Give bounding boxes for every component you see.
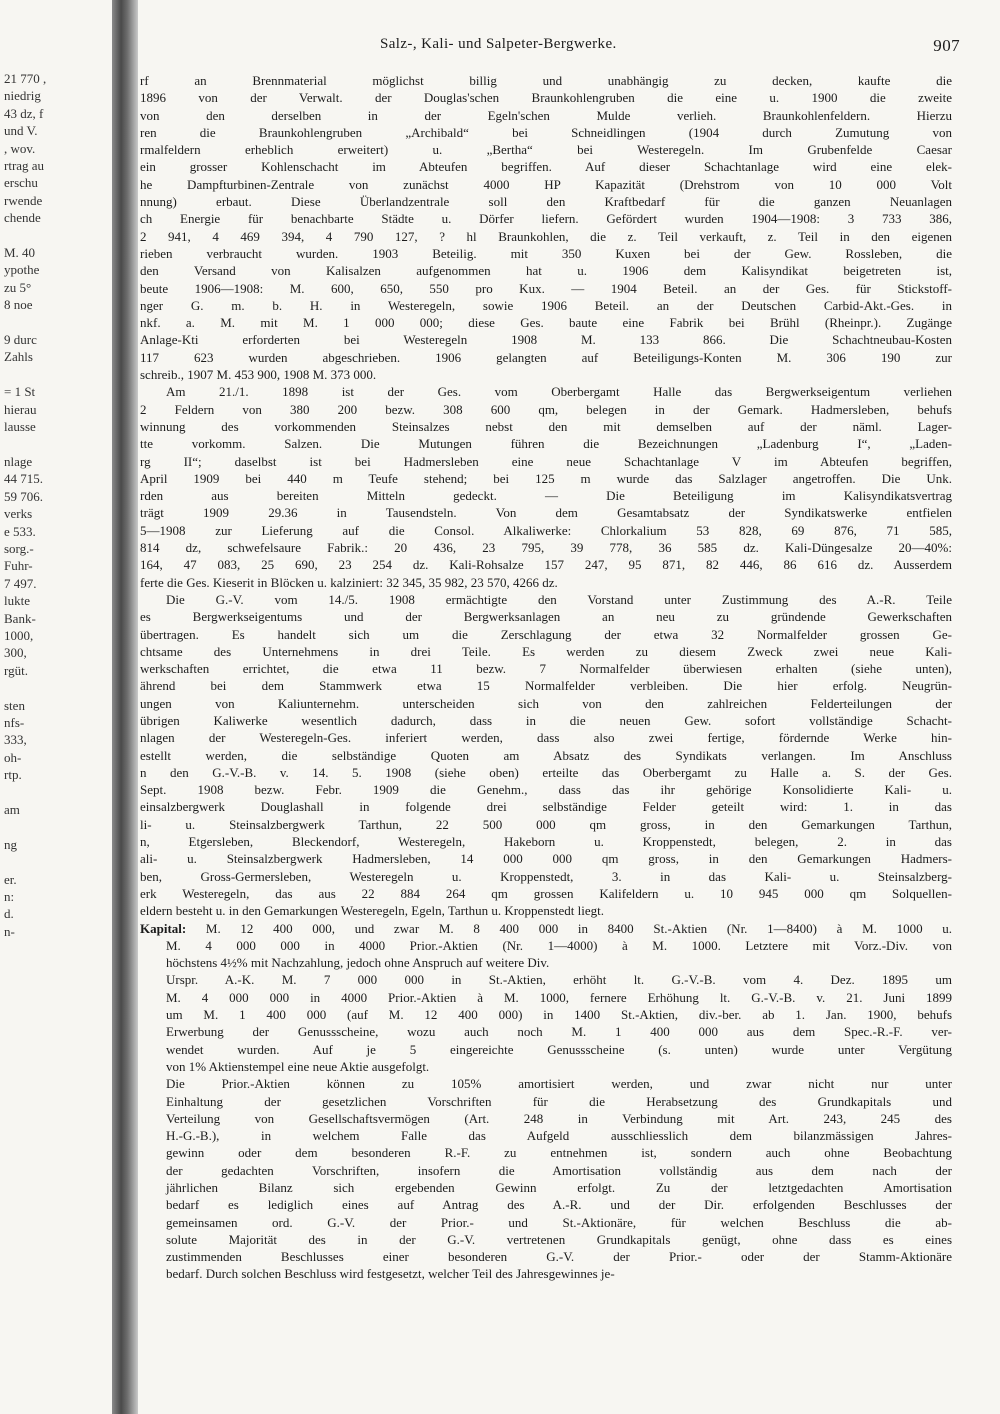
text-line: nkf. a. M. mit M. 1 000 000; diese Ges. baute eine Fabrik bei Brühl (Rheinpr.). Zugänge [140, 315, 952, 331]
paragraph [140, 920, 952, 972]
text-line: ein grosser Kohlenschacht im Abteufen begriffen. Auf dieser Schachtanlage wird eine elek- [140, 159, 952, 175]
text-line: Sept. 1908 bezw. Febr. 1909 die Genehm., dass das ihr gehörige Konsolidierte Kali- u. [140, 782, 952, 798]
text-line: erk Westeregeln, das aus 22 884 264 qm grossen Kalifeldern u. 10 945 000 qm Solquellen- [140, 885, 952, 901]
fragment-line: 43 dz, f [4, 105, 44, 121]
fragment-line: 1000, [4, 627, 34, 643]
fragment-line: rtp. [4, 767, 22, 783]
text-line: gemeinsamen ord. G.-V. der Prior.- und St.-Aktionäre, für welchen Beschluss die ab- [166, 1214, 952, 1230]
fragment-line: 7 497. [4, 575, 37, 591]
text-line: 1896 von der Verwalt. der Douglas'schen Braunkohlengruben die eine u. 1900 die zweite [140, 90, 952, 106]
text-line: ferte die Ges. Kieserit in Blöcken u. kalziniert: 32 345, 35 982, 23 570, 4266 dz. [140, 574, 558, 590]
fragment-line: , wov. [4, 140, 36, 156]
text-line: estellt werden, die selbständige Quoten am Absatz des Syndikats verlangen. Im Anschluss [140, 747, 952, 763]
text-line: bedarf es lediglich eines auf Antrag des A.-R. und der Dir. erfolgenden Beschlusses der [166, 1197, 952, 1213]
text-line: rden aus bereiten Mitteln gedeckt. — Die Beteiligung im Kalisyndikatsvertrag [140, 488, 952, 504]
text-line: gewinn oder dem besonderen R.-F. zu entnehmen ist, sondern auch ohne Beobachtung [166, 1145, 952, 1161]
text-line: 164, 47 083, 25 690, 23 254 dz. Kali-Rohsalze 157 247, 95 871, 82 446, 86 616 dz. Ausserdem [140, 557, 952, 573]
text-line: solute Majorität des in der G.-V. vertretenen Grundkapitals genügt, ohne dass es eines [166, 1231, 952, 1247]
text-line: M. 4 000 000 in 4000 Prior.-Aktien (Nr. 1—4000) à M. 1000. Letztere mit Vorz.-Div. von [166, 937, 952, 953]
text-line: M. 4 000 000 in 4000 Prior.-Aktien à M. 1000, fernere Erhöhung lt. G.-V.-B. v. 21. Juni 1899 [166, 989, 952, 1005]
text-line: jährlichen Bilanz sich ergebenden Gewinn erfolgt. Zu der letztgedachten Amortisation [166, 1180, 952, 1195]
text-line: n den G.-V.-B. v. 14. 5. 1908 (siehe oben) erteilte das Oberbergamt zu Halle a. S. der Ges. [140, 764, 952, 780]
fragment-line: 9 durc [4, 332, 37, 348]
fragment-line: er. [4, 871, 17, 887]
text-line: 117 623 wurden abgeschrieben. 1906 gelangten auf Beteiligungs-Konten M. 306 190 zur [140, 349, 952, 365]
text-line: ali- u. Steinsalzbergwerk Hadmersleben, 14 000 000 qm gross, in den Gemarkungen Hadmers- [140, 851, 952, 867]
book-spine [112, 0, 138, 1414]
text-line: winnung des vorkommenden Steinsalzes nebst den mit demselben auf der näml. Lager- [140, 418, 952, 434]
text-line-content: M. 12 400 000, und zwar M. 8 400 000 in 8400 St.-Aktien (Nr. 1—8400) à M. 1000 u. [205, 920, 952, 936]
text-line: schreib., 1907 M. 453 900, 1908 M. 373 000. [140, 367, 377, 383]
fragment-line [4, 784, 108, 801]
text-line: H.-G.-B.), in welchem Falle das Aufgeld ausschliesslich dem bilanzmässigen Jahres- [166, 1128, 952, 1144]
main-text-column [140, 72, 952, 1283]
fragment-line [4, 227, 108, 244]
text-line [140, 920, 952, 937]
fragment-line: ypothe [4, 262, 40, 278]
fragment-line: Zahls [4, 349, 33, 365]
fragment-line: 300, [4, 645, 27, 661]
text-line: der gedachten Vorschriften, insofern die Amortisation vollständig aus dem nach der [166, 1162, 952, 1178]
fragment-line: am [4, 801, 20, 817]
text-line: Verteilung von Gesellschaftsvermögen (Art. 248 in Verbindung mit Art. 243, 245 des [166, 1110, 952, 1126]
fragment-line: 21 770 , [4, 71, 47, 86]
fragment-line: oh- [4, 749, 22, 765]
text-line: he Dampfturbinen-Zentrale von zunächst 4000 HP Kapazität (Drehstrom von 10 000 Volt [140, 176, 952, 192]
fragment-line: rwende [4, 192, 43, 208]
text-line: 2 941, 4 469 394, 4 790 127, ? hl Braunkohlen, die z. Teil verkauft, z. Teil in den eigenen [140, 228, 952, 244]
text-line: chtsame des Unternehmens in drei Teile. Es werden zu diesem Zweck zwei neue Kali- [140, 643, 952, 659]
text-line: li- u. Steinsalzbergwerk Tarthun, 22 500 000 qm gross, in den Gemarkungen Tarthun, [140, 816, 952, 832]
fragment-line: zu 5° [4, 279, 32, 295]
text-line: werkschaften errichtet, die etwa 11 bezw. 7 Normalfelder überwiesen erhalten (siehe unten), [140, 661, 952, 677]
text-line: nnung) erbaut. Diese Überlandzentrale soll den Kraftbedarf für die ganzen Neuanlagen [140, 194, 952, 210]
fragment-line: und V. [4, 123, 38, 139]
text-line: 2 Feldern von 380 200 bezw. 308 600 qm, belegen in der Gemark. Hadmersleben, behufs [140, 401, 952, 417]
text-line: Erwerbung der Genussscheine, wozu auch noch M. 1 400 000 aus dem Spec.-R.-F. ver- [166, 1024, 952, 1040]
text-line: 5—1908 zur Lieferung auf die Consol. Alkaliwerke: Chlorkalium 53 828, 69 876, 71 585, [140, 522, 952, 538]
fragment-line: rtrag au [4, 158, 45, 174]
text-line: ungen von Kaliunternehm. unterscheiden sich von den zahlreichen Felderteilungen der [140, 695, 952, 711]
fragment-line [4, 435, 108, 452]
fragment-line: sorg.- [4, 540, 34, 556]
fragment-line: erschu [4, 175, 38, 191]
text-line: beute 1906—1908: M. 600, 650, 550 pro Kux. — 1904 Beteil. an der Ges. für Stickstoff- [140, 280, 952, 296]
fragment-line: Bank- [4, 610, 36, 626]
text-line: nger G. m. b. H. in Westeregeln, sowie 1906 Beteil. an der Deutschen Carbid-Akt.-Ges. in [140, 297, 952, 313]
text-line: wendet wurden. Auf je 5 eingereichte Genussscheine (s. unten) wurde unter Vergütung [166, 1041, 952, 1057]
fragment-line: ng [4, 836, 17, 852]
text-line: ben, Gross-Germersleben, Westeregeln u. Kroppenstedt, 3. in das Kali- u. Steinsalzberg- [140, 868, 952, 884]
text-line: zustimmenden Beschlusses einer besonderen G.-V. der Prior.- oder der Stamm-Aktionäre [166, 1249, 952, 1265]
fragment-line: e 533. [4, 523, 36, 539]
text-line: um M. 1 400 000 (auf M. 12 400 000) in 1400 St.-Aktien, div.-ber. ab 1. Jan. 1900, behufs [166, 1007, 952, 1023]
text-line: es Bergwerkseigentums und der Bergwerksanlagen an neu zu gründende Gewerkschaften [140, 609, 952, 625]
fragment-line: chende [4, 210, 41, 226]
text-line: Urspr. A.-K. M. 7 000 000 in St.-Aktien, erhöht lt. G.-V.-B. vom 4. Dez. 1895 um [166, 972, 952, 988]
fragment-line: nlage [4, 453, 33, 469]
fragment-line: = 1 St [4, 384, 36, 400]
fragment-line: 59 706. [4, 488, 43, 504]
fragment-line [4, 679, 108, 696]
fragment-line: 333, [4, 732, 27, 748]
text-line: einsalzbergwerk Douglashall in folgende drei selbständige Felder geteilt wird: 1. in das [140, 799, 952, 815]
text-line: den Versand von Kalisalzen aufgenommen hat u. 1906 dem Kalisyndikat beigetreten ist, [140, 263, 952, 279]
text-line: von den derselben in der Egeln'schen Mulde verlieh. Braunkohlenfeldern. Hierzu [140, 107, 952, 123]
text-line: Anlage-Kti erforderten bei Westeregeln 1908 M. 133 866. Die Schachtneubau-Kosten [140, 332, 952, 348]
adjacent-page-fragment [4, 70, 108, 940]
text-line: ch Energie für benachbarte Städte u. Dörfer liefern. Gefördert wurden 1904—1908: 3 733 386, [140, 211, 952, 227]
fragment-line: sten [4, 697, 25, 713]
fragment-line [4, 853, 108, 870]
paragraph [140, 1075, 952, 1283]
paragraph [140, 72, 952, 383]
text-line: ren die Braunkohlengruben „Archibald“ bei Schneidlingen (1904 durch Zumutung von [140, 124, 952, 140]
fragment-line: M. 40 [4, 245, 36, 261]
paragraph [140, 383, 952, 591]
fragment-line: rgüt. [4, 662, 28, 678]
fragment-line: d. [4, 906, 14, 922]
text-line: eldern besteht u. in den Gemarkungen Westeregeln, Egeln, Tarthun u. Kroppenstedt liegt. [140, 903, 604, 919]
text-line: höchstens 4½% mit Nachzahlung, jedoch ohne Anspruch auf weitere Div. [166, 955, 550, 971]
text-line: n, Etgersleben, Bleckendorf, Westeregeln, Hakeborn u. Kroppenstedt, belegen, 2. in das [140, 834, 952, 850]
fragment-line [4, 818, 108, 835]
text-line: rg II“; daselbst ist bei Hadmersleben eine neue Schachtanlage V im Abteufen begriffen, [140, 453, 952, 469]
fragment-line: 8 noe [4, 297, 33, 313]
text-line: tte vorkomm. Salzen. Die Mutungen führen die Bezeichnungen „Ladenburg I“, „Laden- [140, 436, 952, 452]
text-line: bedarf. Durch solchen Beschluss wird festgesetzt, welcher Teil des Jahresgewinnes je- [166, 1266, 615, 1282]
text-line: April 1909 bei 440 m Teufe stehend; bei 125 m wurde das Salzlager angetroffen. Die Unk. [140, 470, 952, 486]
text-line: von 1% Aktienstempel eine neue Aktie ausgefolgt. [166, 1058, 430, 1074]
fragment-line: n- [4, 923, 15, 939]
fragment-line: Fuhr- [4, 558, 33, 574]
section-label: Kapital: [140, 920, 206, 936]
text-line: 814 dz, schwefelsaure Fabrik.: 20 436, 23 795, 39 778, 36 585 dz. Kali-Düngesalze 20—40%: [140, 540, 952, 556]
fragment-line: lukte [4, 593, 30, 609]
text-line: rmalfeldern erheblich erweitert) u. „Bertha“ bei Westeregeln. Im Grubenfelde Caesar [140, 142, 952, 158]
fragment-line: verks [4, 506, 33, 522]
text-line: Am 21./1. 1898 ist der Ges. vom Oberbergamt Halle das Bergwerkseigentum verliehen [166, 384, 952, 400]
page-number: 907 [933, 36, 960, 55]
fragment-line: hierau [4, 401, 37, 417]
text-line: rieben verbraucht wurden. 1903 Beteilig. mit 350 Kuxen bei der Gew. Rossleben, die [140, 245, 952, 261]
fragment-line [4, 366, 108, 383]
text-line: übrigen Kaliwerke wesentlich dadurch, dass in die neuen Gew. sofort vollständige Schacht- [140, 712, 952, 728]
text-line: trägt 1909 29.36 in Tausendsteln. Von dem Gesamtabsatz der Syndikatswerke entfielen [140, 505, 952, 521]
text-line: rf an Brennmaterial möglichst billig und unabhängig zu decken, kaufte die [140, 73, 952, 88]
fragment-line: n: [4, 888, 15, 904]
fragment-line: niedrig [4, 88, 41, 104]
text-line: Die G.-V. vom 14./5. 1908 ermächtigte den Vorstand unter Zustimmung des A.-R. Teile [166, 591, 952, 607]
fragment-line: lausse [4, 419, 36, 435]
fragment-line: 44 715. [4, 471, 43, 487]
fragment-line [4, 314, 108, 331]
paragraph [140, 591, 952, 920]
paragraph [140, 971, 952, 1075]
text-line: Die Prior.-Aktien können zu 105% amortisiert werden, und zwar nicht nur unter [166, 1076, 952, 1092]
text-line: ährend bei dem Stammwerk etwa 15 Normalfelder verbleiben. Die hier erfolg. Neugrün- [140, 678, 952, 694]
running-title: Salz-, Kali- und Salpeter-Bergwerke. [380, 36, 617, 52]
text-line: nlagen der Westeregeln-Ges. inferiert werden, dass also zwei fertige, fördernde Werke hin- [140, 730, 952, 746]
text-line: Einhaltung der gesetzlichen Vorschriften für die Herabsetzung des Grundkapitals und [166, 1093, 952, 1109]
fragment-line: nfs- [4, 714, 25, 730]
text-line: übertragen. Es handelt sich um die Zerschlagung der etwa 32 Normalfelder grossen Ge- [140, 626, 952, 642]
